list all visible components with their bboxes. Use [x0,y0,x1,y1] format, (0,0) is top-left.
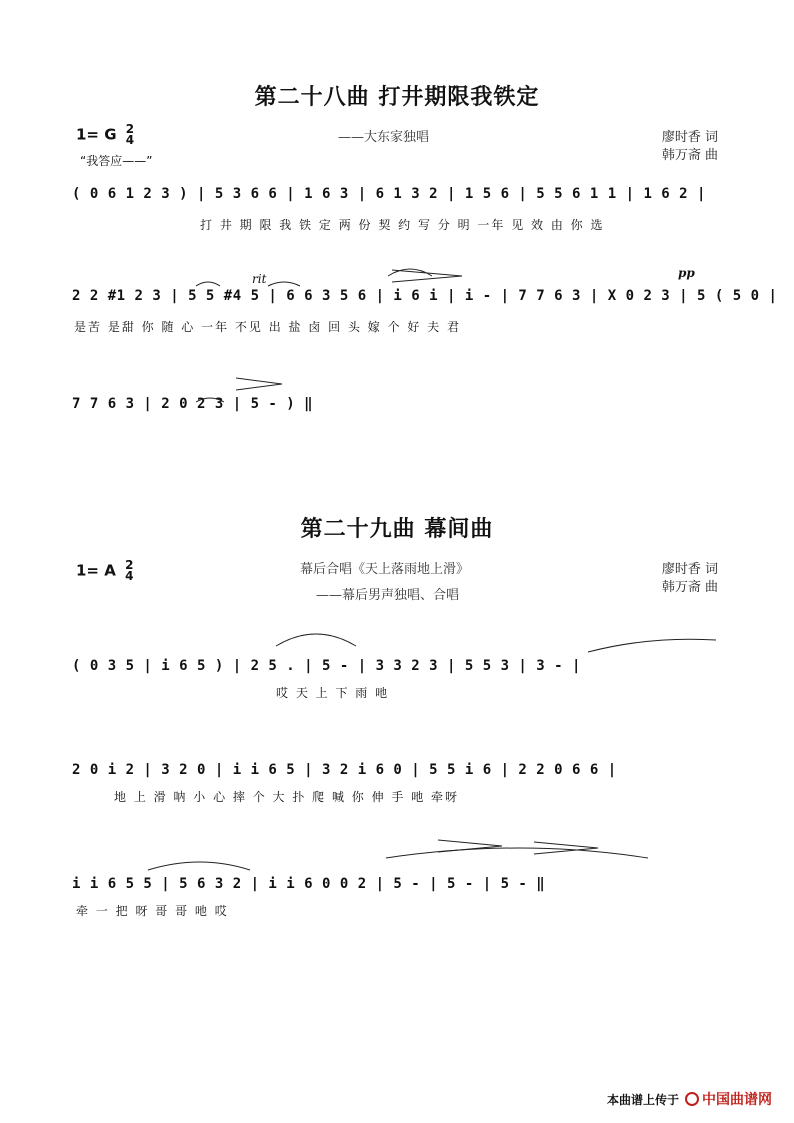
song29-row3-lyrics: 牵 一 把 呀 哥 哥 吔 哎 [76,904,229,918]
slur-mark [386,848,648,858]
song29-row1-lyrics: 哎 天 上 下 雨 吔 [276,686,390,700]
song29-subtitle2: ——幕后男声独唱、合唱 [316,588,460,603]
song28-key-text: 1= G [76,125,117,144]
slur-mark [276,634,356,646]
song28-rit-mark: rit [252,272,267,286]
crescendo-mark [392,270,462,282]
logo-icon [685,1092,699,1106]
song28-title: 第二十八曲 打井期限我铁定 [254,85,540,110]
song28-composer: 韩万斋 曲 [661,148,718,163]
footer [607,1089,772,1109]
song28-row1-lyrics: 打 井 期 限 我 铁 定 两 份 契 约 写 分 明 一年 见 效 由 你 选 [200,218,605,232]
song28-cue: “我答应——” [80,154,153,168]
footer-text: 本曲谱上传于 [606,1092,679,1107]
crescendo-mark [438,840,502,852]
song28-pp-mark: pp [678,266,695,280]
decrescendo-mark [236,378,282,390]
song29-title: 第二十九曲 幕间曲 [300,517,494,542]
song28-meter-top: 2 [125,122,135,136]
song29-subtitle: 幕后合唱《天上落雨地上滑》 [300,562,470,577]
site-logo-text: 中国曲谱网 [702,1092,772,1108]
site-logo[interactable] [685,1089,772,1109]
song28-row2-lyrics: 是苦 是甜 你 随 心 一年 不见 出 盐 卤 回 头 嫁 个 好 夫 君 [74,320,462,334]
song28-row1-notes: ( 0 6 1 2 3 ) | 5 3 6 6 | 1 6 3 | 6 1 3 2 | 1 5 6 | 5 5 6 1 1 | 1 6 2 | [72,186,706,202]
song29-meter-bottom: 4 [125,569,134,583]
song28-subtitle: ——大东家独唱 [338,130,430,145]
song28-meter-bottom: 4 [125,133,135,147]
song29-key-text: 1= A [76,561,116,580]
slur-mark [268,282,300,286]
song29-row2-lyrics: 地 上 滑 呐 小 心 摔 个 大 扑 爬 喊 你 伸 手 吔 牵呀 [114,790,460,804]
slur-mark [588,639,716,652]
slur-mark [148,862,250,870]
song28-lyricist: 廖时香 词 [661,130,718,145]
slur-mark [196,398,224,402]
slur-mark [196,282,220,286]
song28-row3-notes: 7 7 6 3 | 2 0 2 3 | 5 - ) ‖ [72,396,314,412]
song29-meter-top: 2 [125,558,134,572]
song29-row3-notes: i i 6 5 5 | 5 6 3 2 | i i 6 0 0 2 | 5 - | 5 - | 5 - ‖ [72,876,546,892]
song29-lyricist: 廖时香 词 [661,562,718,577]
song29-row2-notes: 2 0 i 2 | 3 2 0 | i i 6 5 | 3 2 i 6 0 | 5 5 i 6 | 2 2 0 6 6 | [72,762,617,778]
song28-row2-notes: 2 2 #1 2 3 | 5 5 #4 5 | 6 6 3 5 6 | i 6 i | i - | 7 7 6 3 | X 0 2 3 | 5 ( 5 0 | [72,288,778,304]
song29-composer: 韩万斋 曲 [661,580,718,595]
song29-row1-notes: ( 0 3 5 | i 6 5 ) | 2 5 . | 5 - | 3 3 2 3 | 5 5 3 | 3 - | [72,658,581,674]
